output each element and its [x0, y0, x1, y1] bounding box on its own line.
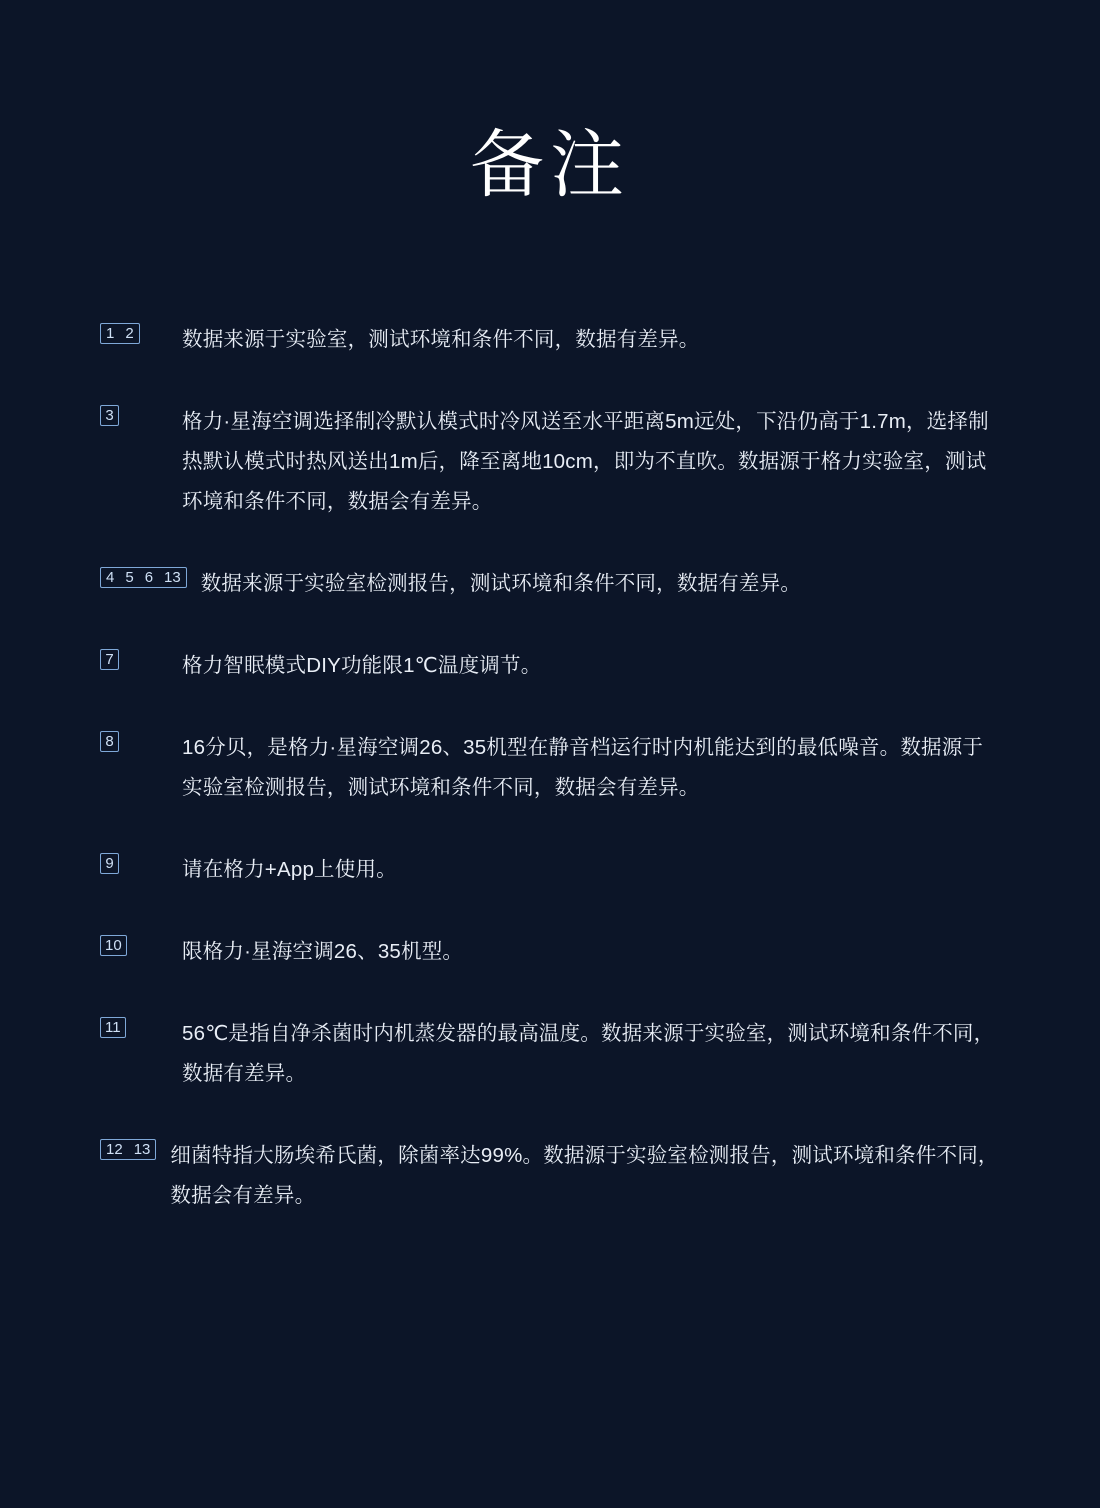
note-markers [100, 1136, 156, 1160]
list-item [100, 850, 1000, 890]
note-markers [100, 850, 174, 874]
note-markers [100, 564, 187, 588]
list-item [100, 646, 1000, 686]
note-marker: 7 [100, 649, 119, 670]
note-marker: 1 [106, 325, 115, 342]
note-marker: 4 [106, 568, 115, 586]
list-item [100, 402, 1000, 522]
note-marker-group [100, 323, 140, 344]
note-marker: 13 [164, 568, 181, 586]
note-text: 细菌特指大肠埃希氏菌，除菌率达99%。数据源于实验室检测报告，测试环境和条件不同，数据会有差异。 [170, 1143, 999, 1207]
list-item [100, 320, 1000, 360]
note-text: 格力智眠模式DIY功能限1℃温度调节。 [182, 653, 542, 677]
note-marker-group [100, 1139, 156, 1160]
note-markers [100, 646, 174, 670]
note-markers [100, 320, 174, 344]
note-marker: 3 [100, 405, 119, 426]
note-marker: 9 [100, 853, 119, 874]
note-markers [100, 728, 174, 752]
note-text: 格力·星海空调选择制冷默认模式时冷风送至水平距离5m远处，下沿仍高于1.7m，选择制热默认模式时热风送出1m后，降至离地10cm，即为不直吹。数据源于格力实验室，测试环境和条件不同，数据会有差异。 [182, 409, 989, 513]
note-markers [100, 402, 174, 426]
list-item [100, 932, 1000, 972]
list-item [100, 564, 1000, 604]
note-marker: 11 [100, 1017, 126, 1038]
list-item [100, 728, 1000, 808]
note-marker: 13 [133, 1140, 151, 1158]
list-item [100, 1136, 1000, 1216]
note-marker: 2 [125, 325, 134, 342]
note-text: 请在格力+App上使用。 [182, 857, 397, 881]
note-marker: 8 [100, 731, 119, 752]
note-markers [100, 932, 174, 956]
note-text: 数据来源于实验室，测试环境和条件不同，数据有差异。 [182, 328, 700, 351]
note-markers [100, 1014, 174, 1038]
page-title: 备注 [470, 123, 630, 206]
list-item [100, 1014, 1000, 1094]
note-text: 16分贝，是格力·星海空调26、35机型在静音档运行时内机能达到的最低噪音。数据源于实验室检测报告，测试环境和条件不同，数据会有差异。 [182, 735, 984, 799]
notes-list [0, 320, 1100, 1216]
note-marker: 6 [144, 568, 154, 586]
note-text: 限格力·星海空调26、35机型。 [182, 939, 464, 963]
note-marker: 12 [106, 1140, 123, 1158]
note-marker: 5 [125, 568, 134, 586]
note-text: 数据来源于实验室检测报告，测试环境和条件不同，数据有差异。 [200, 571, 802, 595]
note-text: 56℃是指自净杀菌时内机蒸发器的最高温度。数据来源于实验室，测试环境和条件不同，数据有差异。 [182, 1021, 995, 1085]
note-marker: 10 [100, 935, 127, 956]
note-marker-group [100, 567, 187, 588]
